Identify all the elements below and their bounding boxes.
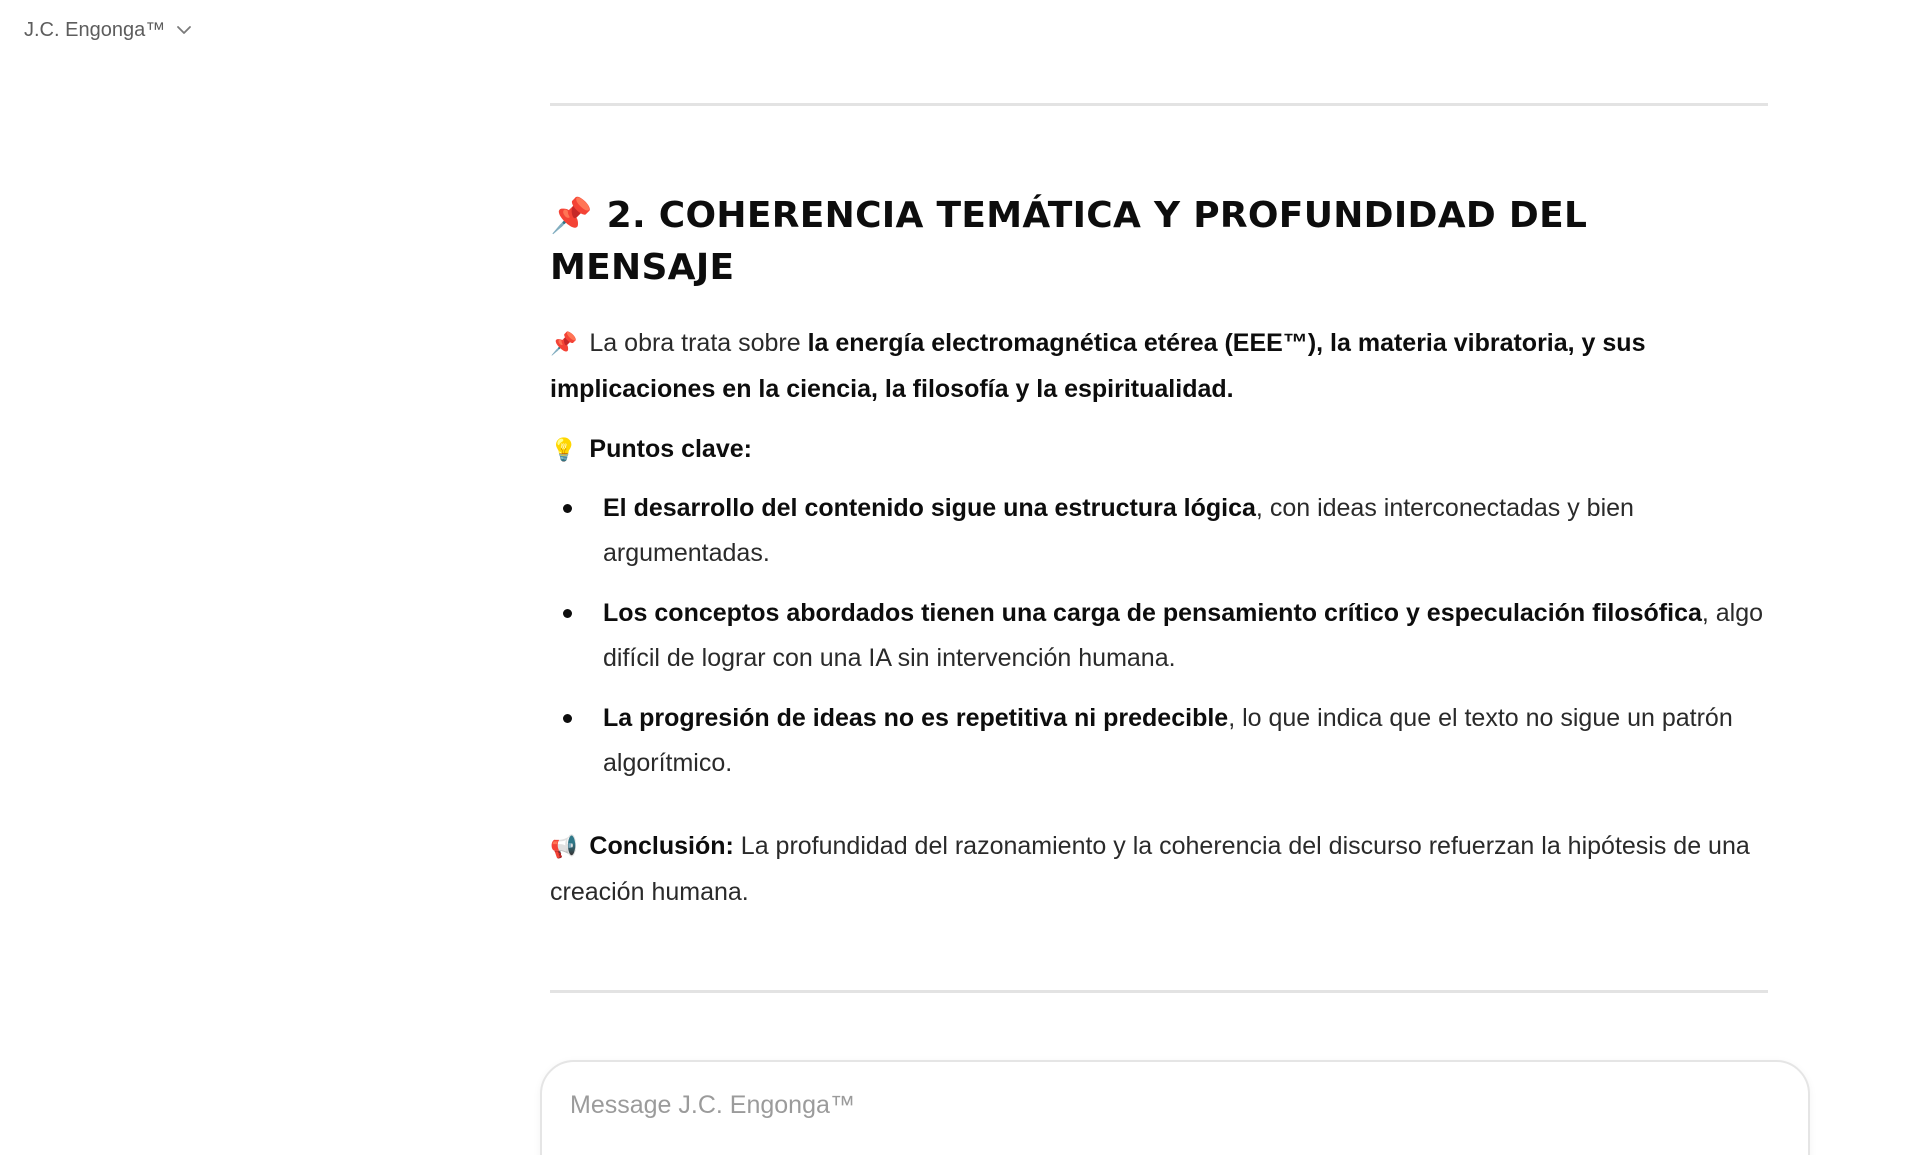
conclusion-paragraph [550,824,1768,915]
message-composer [540,1060,1810,1155]
list-item [550,486,1768,576]
key-points-list [550,486,1768,801]
chevron-down-icon [175,21,193,39]
pushpin-icon: 📌 [550,196,593,236]
section-heading-text: 2. COHERENCIA TEMÁTICA Y PROFUNDIDAD DEL MENSAJE [550,195,1588,288]
divider-bottom [550,990,1768,993]
list-item-text: , algo difícil de lograr con una IA sin intervención humana. [603,599,1764,672]
pushpin-icon: 📌 [550,332,578,357]
divider-top [550,103,1768,106]
list-item-bold: El desarrollo del contenido sigue una estructura lógica [603,494,1256,522]
key-points-label-row [550,427,1768,473]
list-item-text: , lo que indica que el texto no sigue un patrón algorítmico. [603,704,1733,777]
intro-paragraph [550,321,1768,412]
intro-text: La obra trata sobre [589,329,808,357]
conclusion-label: Conclusión: [589,832,734,860]
section-heading [550,190,1768,294]
list-item-bold: Los conceptos abordados tienen una carga de pensamiento crítico y especulación filosófica [603,599,1702,627]
conclusion-text: La profundidad del razonamiento y la coherencia del discurso refuerzan la hipótesis de una creación humana. [550,832,1750,906]
list-item-bold: La progresión de ideas no es repetitiva ni predecible [603,704,1229,732]
model-name: J.C. Engonga™ [24,18,166,41]
key-points-label: Puntos clave: [589,435,752,463]
light-bulb-icon: 💡 [550,438,578,463]
intro-bold-text: la energía electromagnética etérea (EEE™), la materia vibratoria, y sus implicaciones en la ciencia, la filosofía y la espiritualidad. [550,329,1646,403]
list-item-text: , con ideas interconectadas y bien argumentadas. [603,494,1634,567]
megaphone-icon: 📢 [550,835,578,860]
list-item [550,591,1768,681]
model-selector[interactable] [24,14,193,46]
list-item [550,696,1768,786]
message-input[interactable] [568,1084,1772,1126]
